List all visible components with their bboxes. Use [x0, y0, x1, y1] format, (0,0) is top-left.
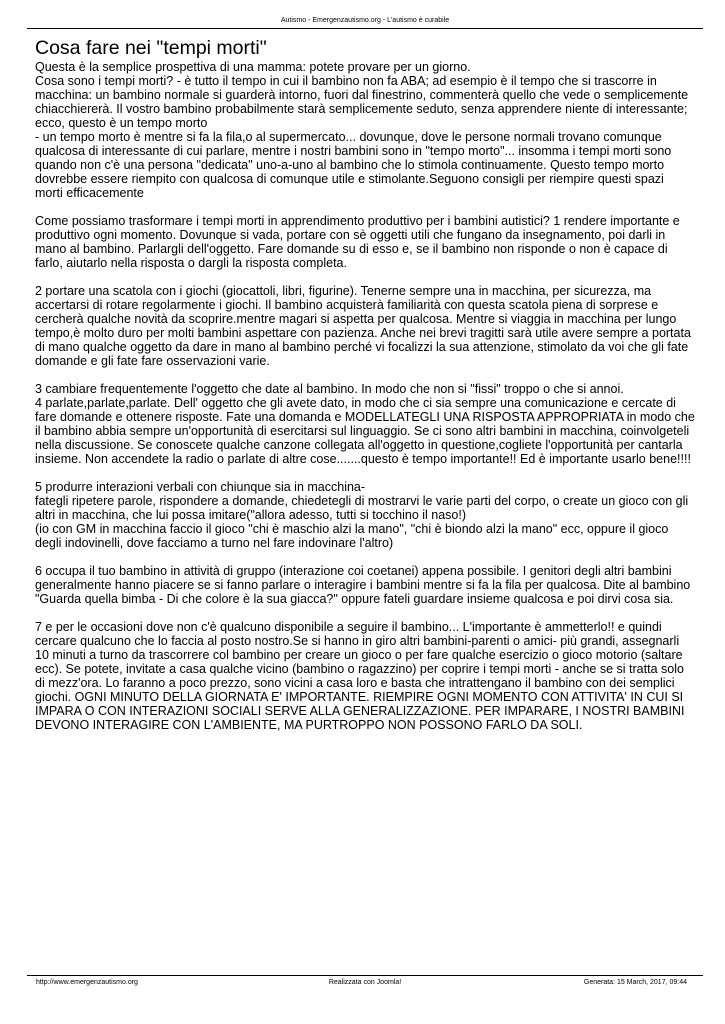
- paragraph-4: [35, 382, 695, 466]
- article-title: Cosa fare nei "tempi morti": [35, 37, 267, 59]
- paragraph-2: [35, 214, 695, 270]
- paragraph-line: - un tempo morto è mentre si fa la fila,o al supermercato... dovunque, dove le persone normali trovano comunque qualcosa di interessante di cui parlare, mentre i nostri bambini sono in "tempo morto"... insomma i tempi morti sono quando non c'è una persona "dedicata" uno-a-uno al bambino che lo stimola continuamente. Questo tempo morto dovrebbe essere riempito con qualcosa di comunque utile e stimolante.Seguono consigli per riempire questi spazi morti efficacemente: [35, 130, 672, 200]
- footer-generated-date: Generata: 15 March, 2017, 09:44: [583, 979, 687, 986]
- paragraph-line: 4 parlate,parlate,parlate. Dell' oggetto che gli avete dato, in modo che ci sia sempre una comunicazione e cercate di fare domande e ottenere risposte. Fate una domanda e MODELLATEGLI UNA RISPOSTA APPROPRIATA in modo che il bambino abbia sempre un'opportunità di esercitarsi sul linguaggio. Se ci sono altri bambini in macchina, coinvolgeteli nella discussione. Se conoscete qualche canzone collegata all'oggetto in questione,cogliete l'opportunità per cantarla insieme. Non accendete la radio o parlate di altre cose.......questo è tempo importante!! Ed è importante usarlo bene!!!!: [35, 396, 695, 466]
- article-body: [35, 60, 695, 746]
- paragraph-line: Questa è la semplice prospettiva di una mamma: potete provare per un giorno.: [35, 60, 471, 74]
- paragraph-6: [35, 564, 695, 606]
- paragraph-3: [35, 284, 695, 368]
- paragraph-5: [35, 480, 695, 550]
- paragraph-1: [35, 60, 695, 200]
- paragraph-line: fategli ripetere parole, rispondere a domande, chiedetegli di mostrarvi le varie parti del corpo, o create un gioco con gli altri in macchina, che lui possa imitare("allora adesso, tutti si tocchino il naso!): [35, 494, 689, 522]
- paragraph-line: 6 occupa il tuo bambino in attività di gruppo (interazione coi coetanei) appena possibile. I genitori degli altri bambini generalmente hanno piacere se si fanno parlare o interagire i bambini mentre si fa la fila per qualcosa. Dite al bambino "Guarda quella bimba - Di che colore è la sua giacca?" oppure fateli guardare insieme qualcosa e poi dirvi cosa sia.: [35, 564, 691, 606]
- page-header: [27, 16, 703, 29]
- paragraph-line: Cosa sono i tempi morti? - è tutto il tempo in cui il bambino non fa ABA; ad esempio è il tempo che si trascorre in macchina: un bambino normale si guarderà intorno, fuori dal finestrino, commenterà quello che vede o semplicemente chiacchiererà. Il vostro bambino probabilmente starà semplicemente seduto, senza apprendere niente di interessante; ecco, questo è un tempo morto: [35, 74, 689, 130]
- header-text: Autismo - Emergenzautismo.org - L'autismo è curabile: [280, 17, 450, 24]
- footer-url: http://www.emergenzautismo.org: [36, 979, 138, 986]
- paragraph-line: 5 produrre interazioni verbali con chiunque sia in macchina-: [35, 480, 366, 494]
- paragraph-line: 7 e per le occasioni dove non c'è qualcuno disponibile a seguire il bambino... L'importante è ammetterlo!! e quindi cercare qualcuno che lo faccia al posto nostro.Se si hanno in giro altri bambini-parenti o amici- più grandi, assegnarli 10 minuti a turno da trascorrere col bambino per creare un gioco o per fare qualche esercizio o gioco motorio (saltare ecc). Se potete, invitate a casa qualche vicino (bambino o ragazzino) per coprire i tempi morti - anche se si tratta solo di mezz'ora. Lo faranno a poco prezzo, sono vicini a casa loro e basta che intrattengano il bambino con dei semplici giochi. OGNI MINUTO DELLA GIORNATA E' IMPORTANTE. RIEMPIRE OGNI MOMENTO CON ATTIVITA' IN CUI SI IMPARA O CON INTERAZIONI SOCIALI SERVE ALLA GENERALIZZAZIONE. PER IMPARARE, I NOSTRI BAMBINI DEVONO INTERAGIRE CON L'AMBIENTE, MA PURTROPPO NON POSSONO FARLO DA SOLI.: [35, 620, 685, 732]
- paragraph-7: [35, 620, 695, 732]
- page-footer: [27, 975, 703, 988]
- paragraph-line: Come possiamo trasformare i tempi morti in apprendimento produttivo per i bambini autistici? 1 rendere importante e produttivo ogni momento. Dovunque si vada, portare con sè oggetti utili che fungano da insegnamento, poi darli in mano al bambino. Parlargli dell'oggetto. Fare domande su di esso e, se il bambino non risponde o non è capace di farlo, aiutarlo nella risposta o dargli la risposta completa.: [35, 214, 680, 270]
- paragraph-line: (io con GM in macchina faccio il gioco "chi è maschio alzi la mano", "chi è biondo alzi la mano" ecc, oppure il gioco degli indovinelli, dove facciamo a turno nel fare indovinare l'altro): [35, 522, 669, 550]
- footer-credit: Realizzata con Joomla!: [328, 979, 402, 986]
- paragraph-line: 2 portare una scatola con i giochi (giocattoli, libri, figurine). Tenerne sempre una in macchina, per sicurezza, ma accertarsi di rotare regolarmente i giochi. Il bambino acquisterà familiarità con questa scatola piena di sorprese e cercherà qualche novità da scoprire.mentre magari si aspetta per qualcosa. Mentre si viaggia in macchina per lungo tempo,è molto duro per molti bambini aspettare con pazienza. Anche nei brevi tragitti sarà utile avere sempre a portata di mano qualche oggetto da dare in mano al bambino perché vi focalizzi la sua attenzione, stimolato da voi che gli fate domande e gli fate fare osservazioni varie.: [35, 284, 691, 368]
- paragraph-line: 3 cambiare frequentemente l'oggetto che date al bambino. In modo che non si "fissi" troppo o che si annoi.: [35, 382, 624, 396]
